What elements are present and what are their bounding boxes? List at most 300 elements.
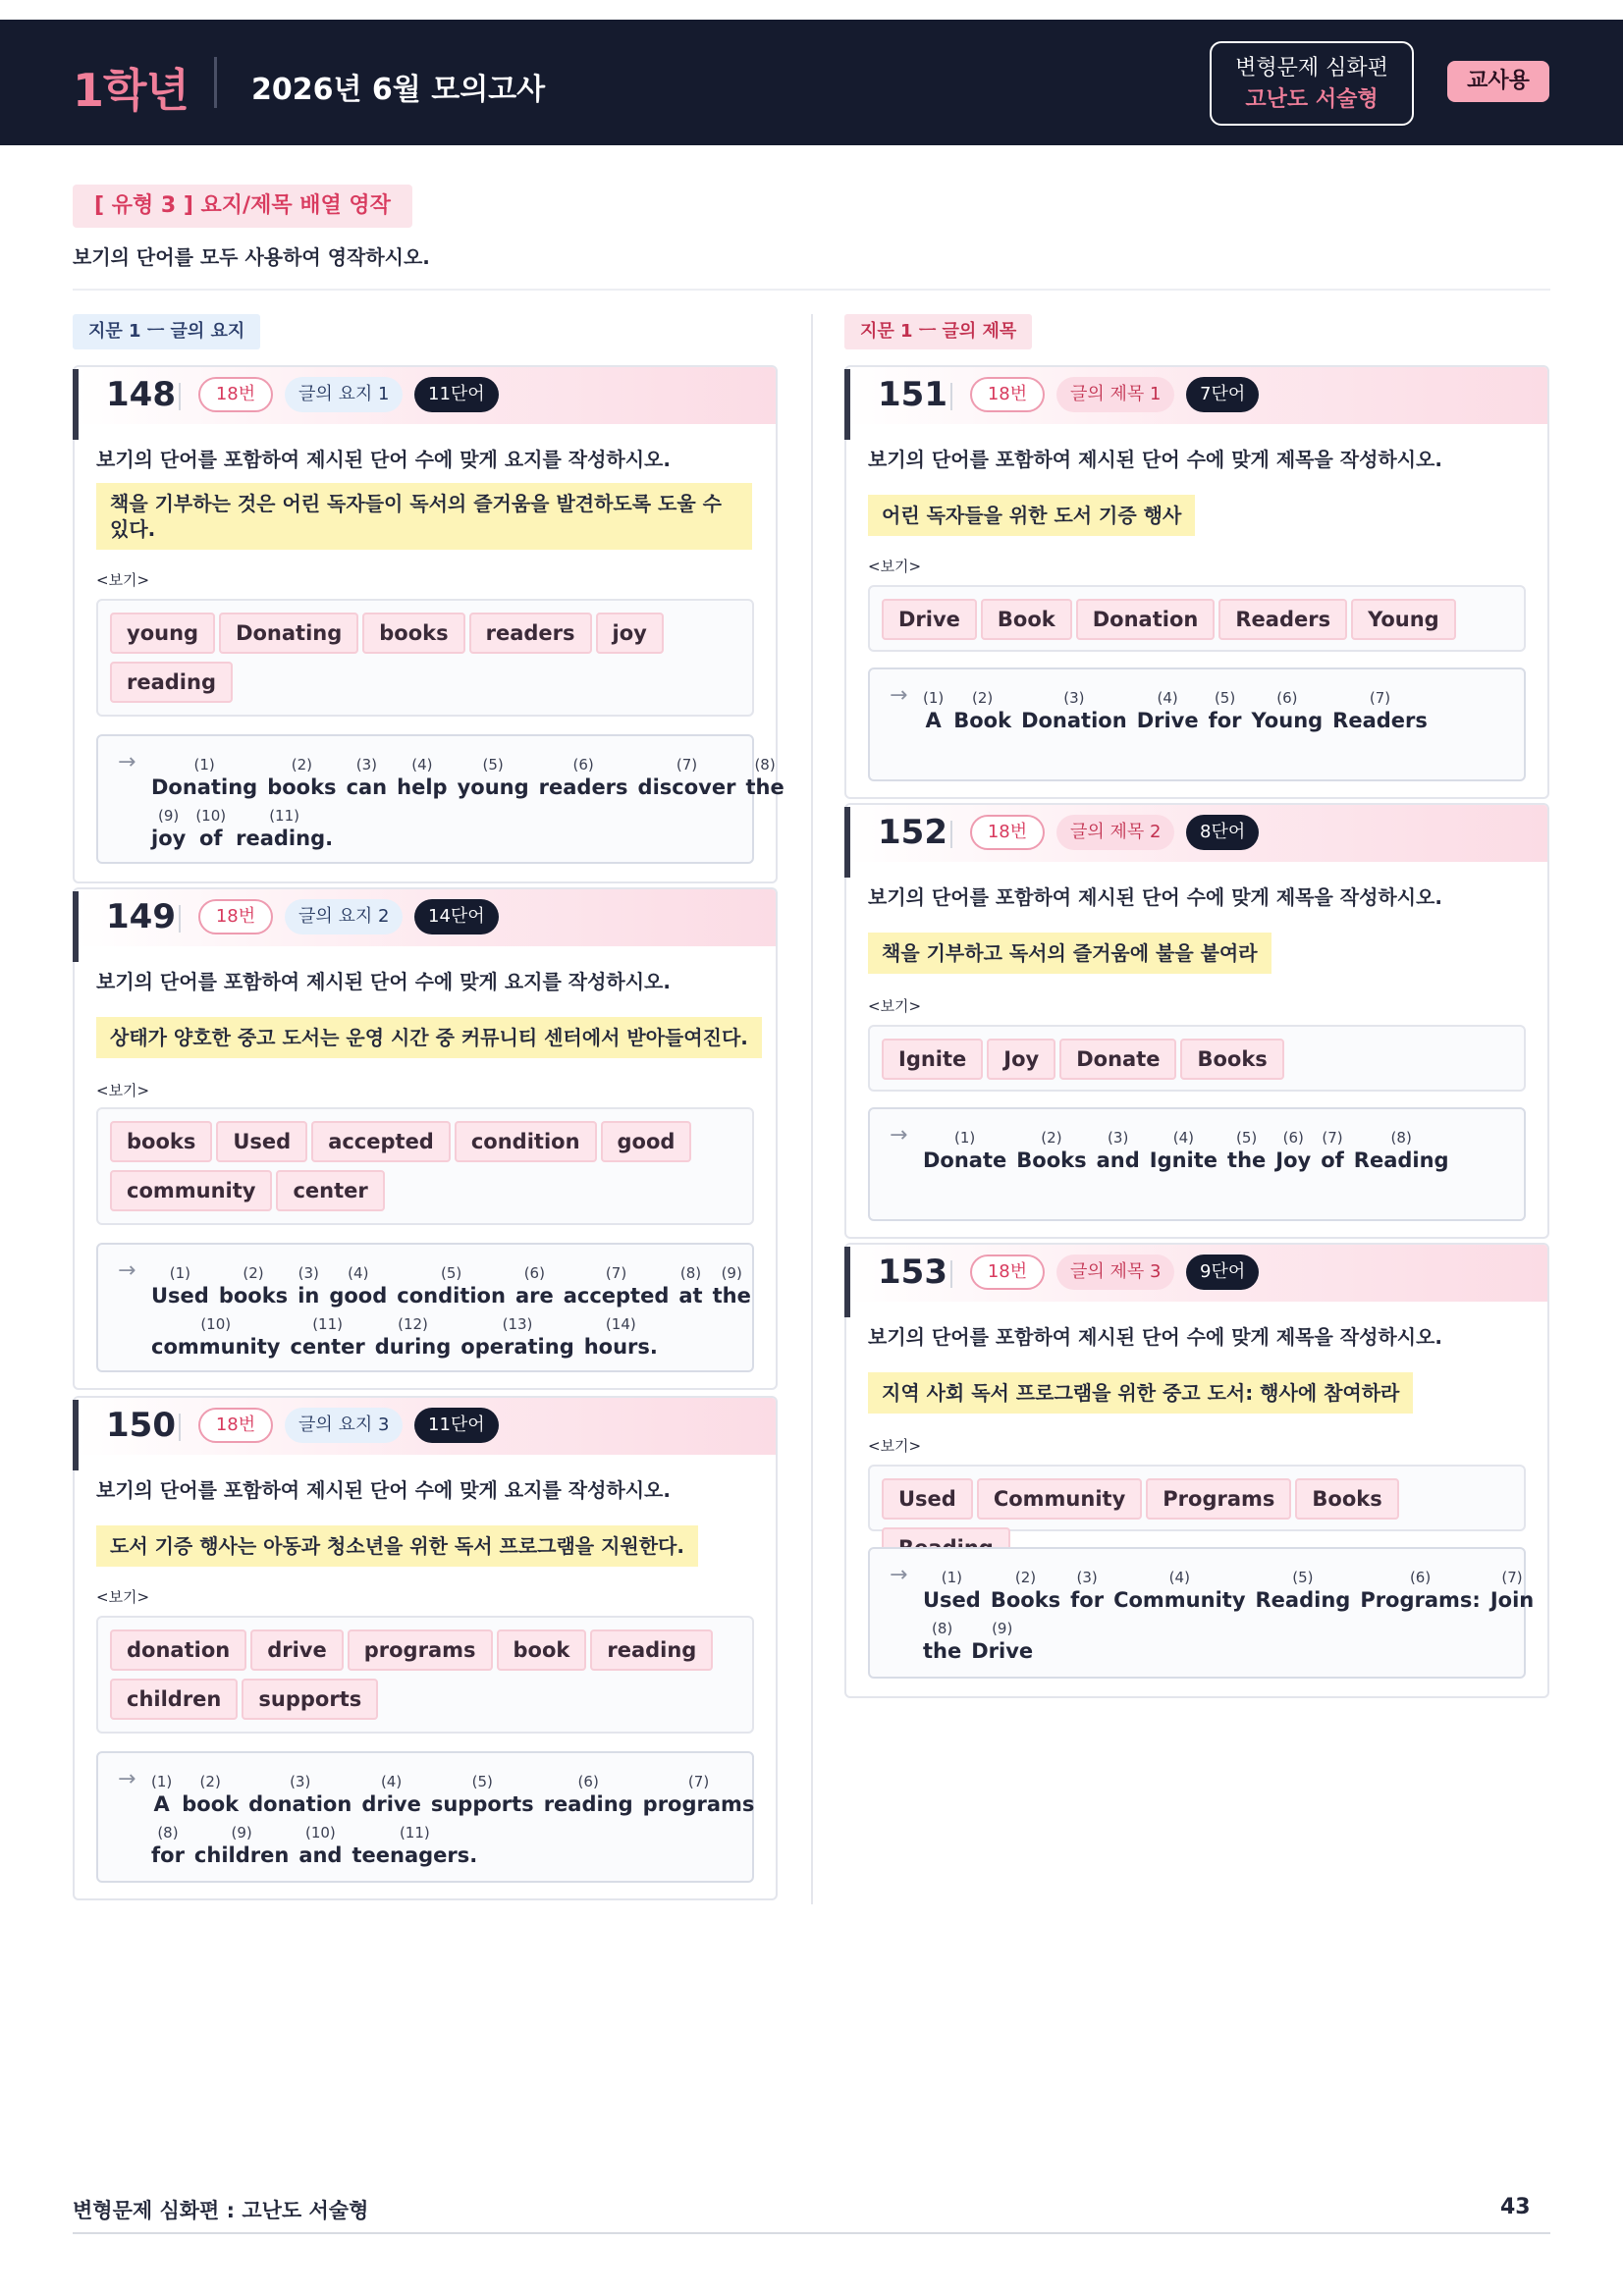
blank-number: (5) [1236,1129,1258,1147]
blank-number: (6) [1409,1569,1432,1586]
answer-word [713,1264,751,1309]
answer-word [1227,1129,1266,1174]
answer-word [1354,1129,1449,1174]
card-instruction: 보기의 단어를 포함하여 제시된 단어 수에 맞게 제목을 작성하시오. [868,1325,1442,1349]
blank-number: (7) [1369,689,1391,707]
blank-number: (3) [1108,1129,1129,1147]
word-chip: programs [348,1629,493,1671]
series-box [1210,41,1414,126]
answer-lines [151,1258,751,1361]
blank-number: (3) [355,756,377,774]
answer-word [151,1824,185,1869]
korean-meaning: 상태가 양호한 중고 도서는 운영 시간 중 커뮤니티 센터에서 받아들여진다. [96,1017,762,1058]
answer-token: programs [642,1792,755,1816]
blank-number: (12) [398,1315,428,1333]
answer-token: Donation [1021,709,1127,732]
word-count-pill: 14단어 [414,899,499,934]
blank-number: (6) [1276,689,1298,707]
word-chip: readers [469,613,592,654]
question-card-152 [844,803,1549,1239]
blank-number: (11) [269,807,299,825]
answer-word [347,756,388,801]
arrow-icon: → [118,750,136,774]
question-card-149 [73,887,778,1390]
korean-meaning: 도서 기증 행사는 아동과 청소년을 위한 독서 프로그램을 지원한다. [96,1525,698,1567]
blank-number: (1) [169,1264,191,1282]
source-pill: 18번 [970,815,1045,850]
word-count-pill: 11단어 [414,377,499,412]
blank-number: (4) [1172,1129,1195,1147]
answer-word [678,1264,702,1309]
answer-token: and [298,1843,343,1867]
blank-number: (3) [1063,689,1085,707]
answer-token: are [514,1284,554,1308]
answer-line [151,1309,738,1361]
number-divider [950,383,952,410]
blank-number: (11) [399,1824,430,1842]
answer-word [745,756,784,801]
korean-meaning: 책을 기부하는 것은 어린 독자들이 독서의 즐거움을 발견하도록 도울 수 있다. [96,483,752,550]
blank-number: (3) [1076,1569,1098,1586]
answer-word [991,1569,1060,1614]
blank-number: (9) [721,1264,742,1282]
footer-series-title: 변형문제 심화편 : 고난도 서술형 [73,2199,369,2222]
answer-token: the [712,1284,751,1308]
blank-number: (7) [605,1264,627,1282]
word-bank [96,599,754,717]
answer-token: good [329,1284,388,1308]
answer-token: books [267,775,337,799]
answer-token: Donating [151,775,258,799]
answer-token: community [151,1335,281,1359]
word-chip: reading [110,662,233,703]
kind-pill: 글의 요지 1 [285,377,403,412]
answer-token: reading. [236,827,334,850]
kind-pill: 글의 제목 1 [1056,377,1174,412]
answer-token: Used [923,1588,981,1612]
answer-token: Community [1113,1588,1246,1612]
word-bank [96,1107,754,1225]
blank-number: (8) [931,1620,953,1637]
number-divider [179,905,181,933]
answer-word [515,1264,554,1309]
kind-pill: 글의 제목 3 [1056,1255,1174,1290]
answer-token: Drive [971,1639,1034,1663]
answer-token: Readers [1332,709,1428,732]
card-instruction: 보기의 단어를 포함하여 제시된 단어 수에 맞게 요지를 작성하시오. [96,1478,671,1502]
bogi-label: <보기> [868,1437,922,1455]
blank-number: (2) [1014,1569,1037,1586]
answer-word [151,756,257,801]
answer-token: accepted [563,1284,670,1308]
answer-token: Used [151,1284,209,1308]
blank-number: (13) [502,1315,533,1333]
blank-number: (1) [941,1569,963,1586]
answer-line [923,1123,1510,1174]
word-chip: young [110,613,215,654]
blank-number: (10) [200,1315,232,1333]
teacher-badge: 교사용 [1447,61,1549,102]
answer-token: supports [430,1792,534,1816]
blank-number: (8) [754,756,776,774]
right-column-tag: 지문 1 ㅡ 글의 제목 [844,314,1032,349]
exam-title: 2026년 6월 모의고사 [251,73,546,107]
word-bank [868,585,1526,652]
word-chip: center [276,1170,384,1211]
word-count-pill: 7단어 [1186,377,1259,412]
answer-word [1070,1569,1104,1614]
answer-token: children [193,1843,290,1867]
answer-lines [151,1767,755,1869]
answer-word [352,1824,477,1869]
answer-word [584,1315,658,1361]
answer-word [194,1824,289,1869]
word-chip: Drive [882,599,977,640]
bogi-label: <보기> [96,1588,150,1606]
blank-number: (6) [577,1773,599,1790]
answer-token: the [745,775,784,799]
blank-number: (5) [482,756,504,774]
source-pill: 18번 [198,899,273,934]
arrow-icon: → [118,1767,136,1791]
blank-number: (2) [291,756,312,774]
word-chip: Donating [219,613,358,654]
word-chip: Joy [987,1039,1055,1080]
answer-word [248,1773,352,1818]
answer-token: Young [1251,709,1324,732]
series-line2: 고난도 서술형 [1245,87,1379,112]
question-number: 148 [106,375,176,414]
answer-word [1097,1129,1140,1174]
number-divider [950,1260,952,1288]
answer-token: joy [151,827,187,850]
blank-number: (10) [195,807,227,825]
blank-number: (5) [440,1264,462,1282]
answer-word [151,1773,172,1818]
blank-number: (5) [471,1773,493,1790]
arrow-icon: → [890,1123,908,1148]
kind-pill: 글의 요지 3 [285,1408,403,1443]
answer-token: Reading [1353,1148,1449,1172]
source-pill: 18번 [198,377,273,412]
korean-meaning: 어린 독자들을 위한 도서 기증 행사 [868,495,1195,536]
answer-token: Books [1016,1148,1087,1172]
answer-token: and [1096,1148,1140,1172]
blank-number: (2) [199,1773,221,1790]
question-number: 153 [878,1253,947,1292]
section-instruction: 보기의 단어를 모두 사용하여 영작하시오. [73,245,430,269]
word-chip: Readers [1218,599,1347,640]
word-chip: Books [1180,1039,1283,1080]
left-column-tag: 지문 1 ㅡ 글의 요지 [73,314,260,349]
column-divider [811,314,813,1904]
answer-word [151,1315,280,1361]
answer-word [1321,1129,1344,1174]
word-chip: books [110,1121,212,1162]
question-card-153 [844,1243,1549,1698]
answer-word [1137,689,1199,734]
blank-number: (3) [298,1264,319,1282]
answer-token: can [346,775,388,799]
answer-lines [923,1563,1535,1665]
answer-lines [923,683,1510,734]
answer-word [923,689,944,734]
answer-line [151,750,784,801]
answer-word [460,1315,573,1361]
blank-number: (4) [380,1773,403,1790]
arrow-icon: → [118,1258,136,1283]
word-chip: book [497,1629,587,1671]
answer-token: Books [990,1588,1061,1612]
answer-word [1016,1129,1086,1174]
word-chip: Community [977,1478,1142,1520]
answer-token: Donate [923,1148,1007,1172]
header-divider [214,57,217,108]
blank-number: (2) [1041,1129,1062,1147]
answer-token: books [218,1284,289,1308]
answer-line [923,683,1510,734]
blank-number: (1) [954,1129,976,1147]
blank-number: (10) [304,1824,336,1842]
korean-meaning: 책을 기부하고 독서의 즐거움에 불을 붙여라 [868,933,1271,974]
source-pill: 18번 [970,377,1045,412]
answer-line [151,1818,738,1869]
answer-token: A [925,709,942,732]
answer-word [1256,1569,1351,1614]
answer-word [267,756,336,801]
question-card-150 [73,1396,778,1900]
answer-word [923,1129,1006,1174]
word-chip: condition [455,1121,597,1162]
card-instruction: 보기의 단어를 포함하여 제시된 단어 수에 맞게 요지를 작성하시오. [96,970,671,993]
blank-number: (4) [1168,1569,1190,1586]
answer-box [868,667,1526,781]
blank-number: (1) [923,689,945,707]
answer-token: Ignite [1149,1148,1218,1172]
answer-token: readers [538,775,628,799]
answer-token: young [457,775,529,799]
answer-token: the [923,1639,962,1663]
blank-number: (7) [676,756,698,774]
answer-word [298,1264,319,1309]
card-accent-bar [844,807,850,878]
answer-word [1209,689,1242,734]
answer-lines [151,750,784,852]
footer-divider [73,2232,1550,2234]
arrow-icon: → [890,1563,908,1587]
answer-token: book [182,1792,240,1816]
card-accent-bar [73,1400,79,1470]
answer-word [1275,1129,1311,1174]
answer-token: for [1070,1588,1105,1612]
word-chip: Programs [1146,1478,1291,1520]
word-chip: Used [216,1121,307,1162]
card-instruction: 보기의 단어를 포함하여 제시된 단어 수에 맞게 요지를 작성하시오. [96,448,671,471]
source-pill: 18번 [198,1408,273,1443]
word-count-pill: 8단어 [1186,815,1259,850]
answer-line [923,1614,1510,1665]
question-number: 150 [106,1406,176,1445]
bogi-label: <보기> [96,571,150,589]
grade-label: 1학년 [73,64,189,117]
number-divider [179,383,181,410]
answer-token: during [374,1335,452,1359]
answer-word [397,756,447,801]
answer-word [1490,1569,1534,1614]
answer-token: condition [397,1284,506,1308]
answer-word [361,1773,421,1818]
word-chip: accepted [311,1121,451,1162]
kind-pill: 글의 제목 2 [1056,815,1174,850]
word-chip: good [601,1121,692,1162]
page-header [0,20,1623,145]
word-chip: supports [242,1679,378,1720]
blank-number: (14) [605,1315,636,1333]
bogi-label: <보기> [868,997,922,1015]
answer-box [868,1547,1535,1679]
answer-box [96,1243,754,1372]
answer-word [1332,689,1428,734]
card-accent-bar [844,1247,850,1317]
answer-token: Book [953,709,1012,732]
card-instruction: 보기의 단어를 포함하여 제시된 단어 수에 맞게 제목을 작성하시오. [868,448,1442,471]
answer-word [195,807,226,852]
card-accent-bar [844,369,850,440]
answer-word [544,1773,633,1818]
answer-line [151,1258,751,1309]
question-card-148 [73,365,784,883]
answer-word [971,1620,1033,1665]
answer-word [298,1824,342,1869]
answer-word [643,1773,755,1818]
answer-token: hours. [583,1335,658,1359]
answer-word [397,1264,506,1309]
answer-word [219,1264,288,1309]
blank-number: (7) [1322,1129,1343,1147]
answer-token: discover [637,775,736,799]
answer-token: A [153,1792,170,1816]
card-accent-bar [73,369,79,440]
answer-token: donation [248,1792,352,1816]
blank-number: (2) [243,1264,264,1282]
blank-number: (3) [290,1773,311,1790]
answer-lines [923,1123,1510,1174]
blank-number: (7) [1501,1569,1523,1586]
answer-line [923,1563,1535,1614]
answer-token: in [298,1284,320,1308]
word-chip: joy [596,613,664,654]
answer-word [923,1620,961,1665]
blank-number: (2) [972,689,994,707]
series-line1: 변형문제 심화편 [1235,56,1388,80]
number-divider [179,1414,181,1441]
answer-word [923,1569,981,1614]
answer-word [151,807,186,852]
word-count-pill: 9단어 [1186,1255,1259,1290]
word-chip: community [110,1170,272,1211]
answer-word [1252,689,1324,734]
word-chip: drive [250,1629,344,1671]
answer-token: for [151,1843,185,1867]
answer-word [953,689,1011,734]
answer-box [96,734,784,864]
answer-word [1360,1569,1481,1614]
answer-token: Reading [1255,1588,1351,1612]
answer-token: Join [1489,1588,1535,1612]
card-accent-bar [73,891,79,962]
answer-word [1113,1569,1245,1614]
blank-number: (7) [687,1773,710,1790]
answer-word [1021,689,1127,734]
answer-word [638,756,736,801]
kind-pill: 글의 요지 2 [285,899,403,934]
blank-number: (4) [411,756,433,774]
word-count-pill: 11단어 [414,1408,499,1443]
blank-number: (5) [1292,1569,1314,1586]
number-divider [950,821,952,848]
answer-token: for [1208,709,1242,732]
section-divider [73,289,1550,291]
answer-token: reading [543,1792,633,1816]
answer-token: teenagers. [352,1843,478,1867]
word-chip: books [362,613,464,654]
word-bank [96,1616,754,1734]
word-chip: Donation [1076,599,1216,640]
answer-box [868,1107,1526,1221]
blank-number: (4) [1157,689,1178,707]
word-chip: Books [1295,1478,1398,1520]
answer-box [96,1751,754,1883]
word-bank [868,1025,1526,1092]
answer-word [151,1264,209,1309]
blank-number: (9) [231,1824,252,1842]
answer-token: of [198,827,223,850]
blank-number: (5) [1214,689,1236,707]
word-chip: Used [882,1478,973,1520]
blank-number: (1) [193,756,215,774]
blank-number: (1) [151,1773,173,1790]
answer-line [151,801,738,852]
blank-number: (9) [992,1620,1013,1637]
blank-number: (6) [572,756,594,774]
answer-token: Drive [1136,709,1199,732]
blank-number: (8) [1390,1129,1412,1147]
answer-token: of [1321,1148,1344,1172]
answer-token: Joy [1275,1148,1312,1172]
answer-word [564,1264,670,1309]
blank-number: (11) [312,1315,343,1333]
answer-token: Programs: [1360,1588,1481,1612]
source-pill: 18번 [970,1255,1045,1290]
korean-meaning: 지역 사회 독서 프로그램을 위한 중고 도서: 행사에 참여하라 [868,1372,1413,1414]
answer-word [431,1773,534,1818]
answer-word [329,1264,387,1309]
word-chip: children [110,1679,238,1720]
answer-line [151,1767,755,1818]
word-chip: Ignite [882,1039,983,1080]
answer-token: the [1227,1148,1267,1172]
question-number: 151 [878,375,947,414]
word-chip: Book [981,599,1072,640]
word-chip: Donate [1059,1039,1176,1080]
blank-number: (6) [523,1264,545,1282]
card-instruction: 보기의 단어를 포함하여 제시된 단어 수에 맞게 제목을 작성하시오. [868,885,1442,909]
arrow-icon: → [890,683,908,708]
answer-token: operating [460,1335,574,1359]
blank-number: (8) [157,1824,179,1842]
word-bank [868,1465,1526,1531]
answer-token: drive [361,1792,421,1816]
